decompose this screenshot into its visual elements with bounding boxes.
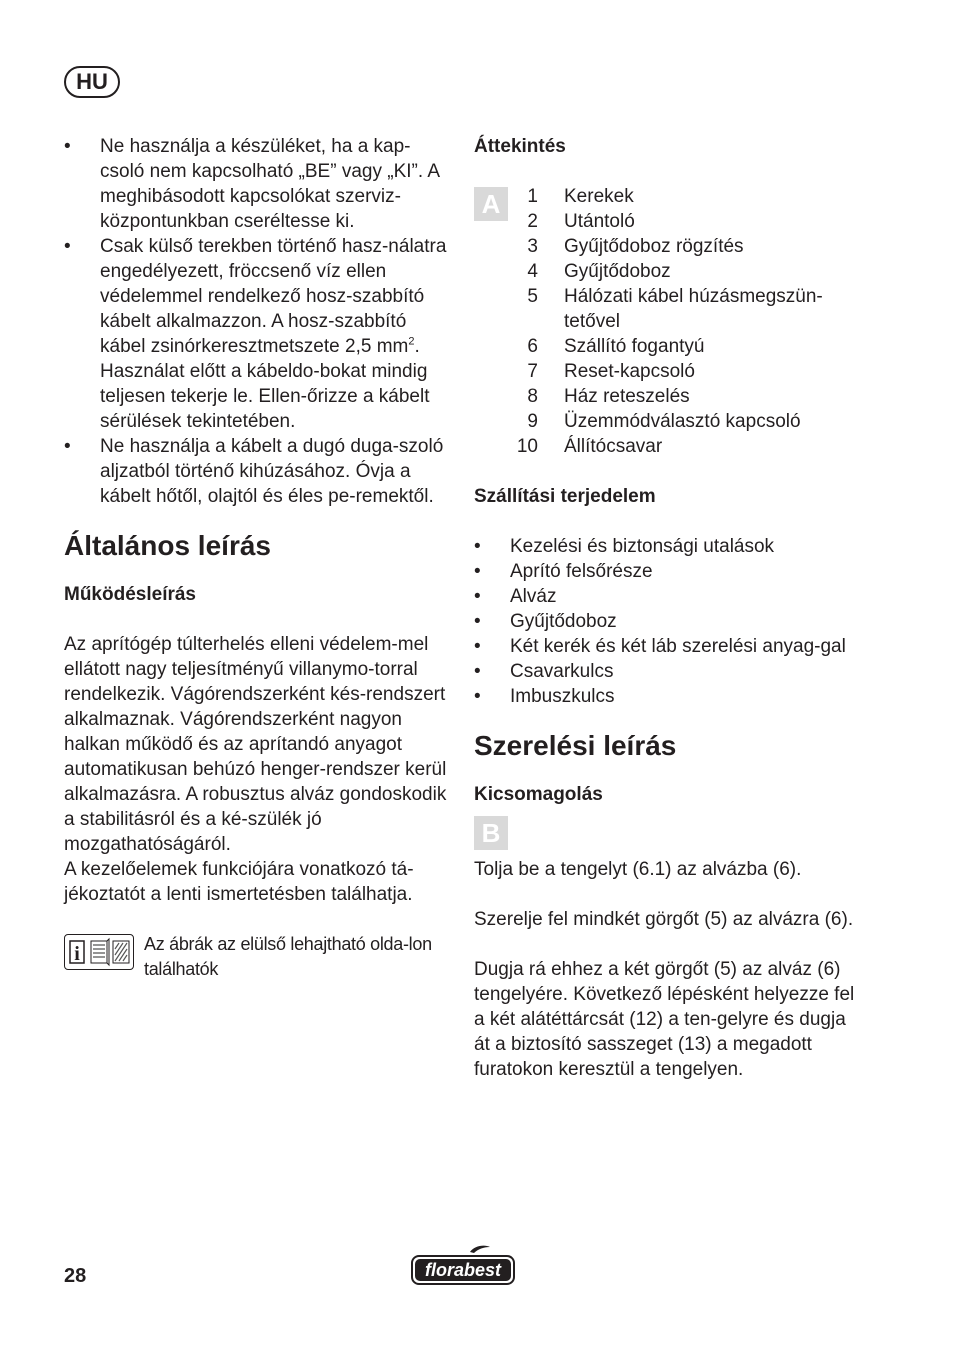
scope-title: Szállítási terjedelem (474, 486, 656, 507)
overview-title: Áttekintés (474, 136, 566, 157)
assembly-step: Dugja rá ehhez a két görgőt (5) az alváz (6) tengelyére. Következő lépésként helyezze fel a két alátéttárcsát (12) a ten-gelyre és dugja át a biztosító sasszeget (13) a megadott furatokon keresztül a tengelyen. (474, 959, 855, 1080)
list-item: 9 Üzemmódválasztó kapcsoló (527, 411, 801, 432)
list-item: • Alváz (474, 584, 864, 609)
list-item: • Két kerék és két láb szerelési anyag-gal (474, 634, 864, 659)
list-item: • Aprító felsőrésze (474, 559, 864, 584)
list-item: • Csavarkulcs (474, 659, 864, 684)
list-item: • Ne használja a kábelt a dugó duga-szoló aljzatból történő kihúzásához. Óvja a kábelt hőtől, olajtól és éles pe-remektől. (64, 434, 450, 509)
description-paragraph: A kezelőelemek funkciójára vonatkozó tá-jékoztatót a lenti ismertetésben találhatja. (64, 859, 414, 905)
unpack-title: Kicsomagolás (474, 784, 603, 805)
language-badge: HU (64, 66, 120, 98)
list-item: 1 Kerekek (527, 186, 634, 207)
list-item: • Kezelési és biztonsági utalások (474, 534, 864, 559)
svg-text:i: i (74, 943, 80, 965)
list-item: • Ne használja a készüléket, ha a kap-csoló nem kapcsolható „BE” vagy „KI”. A meghibásodott kapcsolókat szerviz-központunkban cseréltesse ki. (64, 134, 450, 234)
right-column (474, 134, 864, 1082)
list-item: • Gyűjtődoboz (474, 609, 864, 634)
page-number: 28 (64, 1265, 87, 1287)
list-item: 2 Utántoló (527, 211, 635, 232)
list-item: 3 Gyűjtődoboz rögzítés (527, 236, 744, 257)
list-item: 8 Ház reteszelés (527, 386, 690, 407)
info-note (64, 932, 450, 982)
subsection-title: Működésleírás (64, 584, 196, 605)
list-item: • Csak külső terekben történő hasz-nálatra engedélyezett, fröccsenő víz ellen védelemmel rendelkező hosz-szabbító kábelt alkalmazzon. A hosz-szabbító kábel zsinórkeresztmetszete 2,5 $mm^2$. Használat előtt a kábeldo-bokat mindig teljesen tekerje le. Ellen-őrizze a kábelt sérülések tekintetében. (64, 234, 450, 434)
list-item: 6 Szállító fogantyú (527, 336, 705, 357)
assembly-step: Szerelje fel mindkét görgőt (5) az alvázra (6). (474, 909, 854, 930)
safety-bullet-list (64, 134, 450, 509)
logo-text: florabest (424, 1260, 502, 1280)
florabest-logo (410, 1244, 516, 1286)
list-item: 7 Reset-kapcsoló (527, 361, 695, 382)
figure-marker-b: B (474, 816, 508, 850)
assembly-title: Szerelési leírás (474, 730, 677, 761)
list-item: • Imbuszkulcs (474, 684, 864, 709)
parts-list (474, 184, 864, 459)
section-title: Általános leírás (64, 530, 271, 561)
figure-marker-a: A (474, 187, 508, 221)
list-item: 10 Állítócsavar (516, 436, 663, 457)
left-column (64, 134, 450, 982)
list-item: 5 Hálózati kábel húzásmegszün-tetővel (527, 286, 823, 332)
list-item: 4 Gyűjtődoboz (527, 261, 671, 282)
assembly-step: Tolja be a tengelyt (6.1) az alvázba (6). (474, 859, 802, 880)
parts-overview (474, 184, 864, 459)
scope-list (474, 534, 864, 709)
info-note-text: Az ábrák az elülső lehajtható olda-lon találhatók (144, 934, 432, 979)
description-paragraph: Az aprítógép túlterhelés elleni védelem-mel ellátott nagy teljesítményű villanymo-torral rendelkezik. Vágórendszerként kés-rendszert alkalmaznak. Vágórendszerként nagyon halkan működő és az aprítandó anyagot automatikusan behúzó henger-rendszer kerül alkalmazásra. A robusztus alváz gondoskodik a stabilitásról és a ké-szülék jó mozgathatóságáról. (64, 634, 447, 855)
info-book-icon (64, 934, 134, 970)
